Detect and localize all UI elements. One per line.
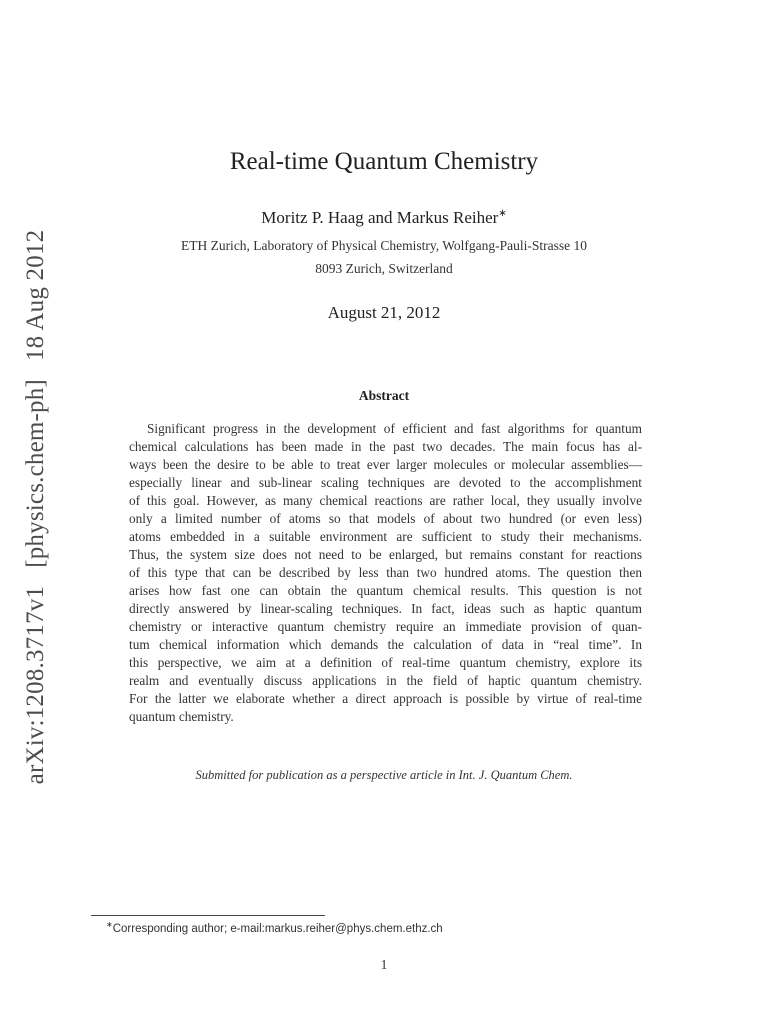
arxiv-id: arXiv:1208.3717v1: [22, 585, 49, 785]
abstract-line: especially linear and sub-linear scaling techniques are devoted to the accomplishment: [129, 475, 642, 490]
abstract-line: For the latter we elaborate whether a direct approach is possible by virtue of real-time: [129, 691, 642, 706]
submission-note: Submitted for publication as a perspective article in Int. J. Quantum Chem.: [195, 768, 573, 782]
abstract-body: [129, 420, 642, 726]
paper-date: August 21, 2012: [327, 303, 441, 322]
abstract-line: atoms embedded in a suitable environment are sufficient to study their mechanisms.: [129, 529, 642, 544]
paper-title: Real-time Quantum Chemistry: [229, 148, 539, 175]
paper-authors: [0, 208, 768, 228]
footnote-text: Corresponding author; e-mail:markus.reiher@phys.chem.ethz.ch: [112, 923, 443, 935]
abstract-heading: Abstract: [358, 388, 410, 403]
abstract-line: chemical calculations has been made in the past two decades. The main focus has al-: [129, 439, 642, 454]
abstract-line: chemistry or interactive quantum chemistry require an immediate provision of quan-: [129, 619, 642, 634]
abstract-line: arises how fast one can obtain the quantum chemical results. This question is not: [129, 583, 642, 598]
abstract-line: of this type that can be described by less than two hundred atoms. The question then: [129, 565, 642, 580]
footnote-mark: ∗: [106, 920, 113, 929]
abstract-line: of this goal. However, as many chemical reactions are rather local, they usually involve: [129, 493, 642, 508]
author-footnote-mark: ∗: [498, 208, 507, 219]
abstract-line: this perspective, we aim at a definition of real-time quantum chemistry, explore its: [129, 655, 642, 670]
abstract-line: quantum chemistry.: [129, 709, 234, 724]
arxiv-date: 18 Aug 2012: [22, 229, 49, 362]
affiliation-line-1: ETH Zurich, Laboratory of Physical Chemistry, Wolfgang-Pauli-Strasse 10: [180, 238, 588, 253]
abstract-line: only a limited number of atoms so that models of about two hundred (or even less): [129, 511, 642, 526]
arxiv-category: [physics.chem-ph]: [22, 379, 49, 568]
abstract-line: directly answered by linear-scaling techniques. In fact, ideas such as haptic quantum: [129, 601, 642, 616]
affiliation-line-2: 8093 Zurich, Switzerland: [315, 261, 453, 276]
footnote-divider: [91, 915, 325, 916]
abstract-line: ways been the desire to be able to treat ever larger molecules or molecular assemblies—: [129, 457, 642, 472]
corresponding-author-footnote: [106, 920, 443, 935]
abstract-line: realm and eventually discuss applications in the field of haptic quantum chemistry.: [129, 673, 642, 688]
page-number: 1: [380, 957, 388, 972]
author-names: Moritz P. Haag and Markus Reiher: [261, 208, 499, 227]
abstract-line: tum chemical information which demands the calculation of data in “real time”. In: [129, 637, 642, 652]
abstract-line: Thus, the system size does not need to be enlarged, but remains constant for reactions: [129, 547, 642, 562]
abstract-line: Significant progress in the development of efficient and fast algorithms for quantum: [147, 421, 642, 436]
